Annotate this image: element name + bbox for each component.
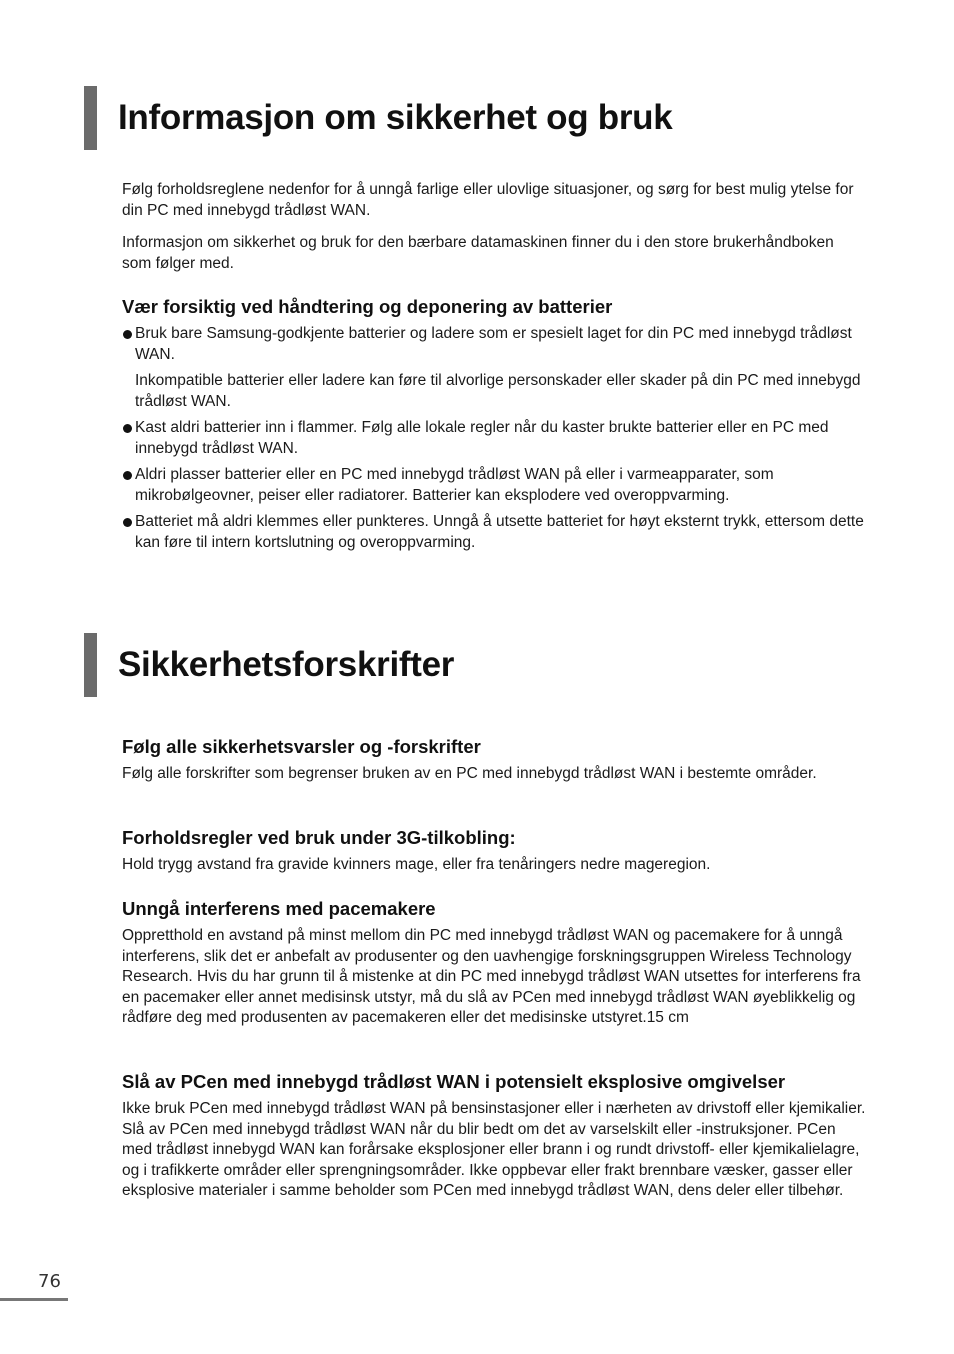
intro-paragraph-1: Følg forholdsreglene nedenfor for å unngå farlige eller ulovlige situasjoner, og sørg for best mulig ytelse for din PC med innebygd trådløst WAN. bbox=[122, 181, 854, 219]
section-1-title: Informasjon om sikkerhet og bruk bbox=[118, 98, 673, 137]
subsection-heading: Slå av PCen med innebygd trådløst WAN i potensielt eksplosive omgivelser bbox=[122, 1071, 786, 1092]
bullet-text: Kast aldri batterier inn i flammer. Følg alle lokale regler når du kaster brukte batterier eller en PC med innebygd trådløst WAN. bbox=[135, 419, 829, 457]
list-item bbox=[122, 418, 867, 459]
list-item bbox=[122, 512, 867, 553]
pacemaker-subsection bbox=[122, 897, 867, 1029]
subsection-body: Ikke bruk PCen med innebygd trådløst WAN på bensinstasjoner eller i nærheten av drivstoff eller kjemikalier. Slå av PCen med innebygd trådløst WAN når du blir bedt om det av varselskilt eller -instruksjoner. PCen med trådløst innebygd WAN kan forårsake eksplosjoner eller brann i og rundt drivstoff- eller kjemikalielagre, og i trafikkerte områder eller sprengningsområder. Ikke oppbevar eller frakt brennbare væsker, gasser eller eksplosive materialer i samme beholder som PCen med innebygd trådløst WAN, dens deler eller tilbehør. bbox=[122, 1100, 866, 1199]
section-2-accent-bar bbox=[84, 633, 97, 697]
bullet-dot-icon bbox=[123, 471, 132, 480]
battery-heading: Vær forsiktig ved håndtering og deponering av batterier bbox=[122, 296, 613, 317]
battery-block bbox=[122, 295, 867, 553]
subsection-body: Følg alle forskrifter som begrenser bruken av en PC med innebygd trådløst WAN i bestemte områder. bbox=[122, 765, 817, 782]
section-1-intro bbox=[122, 180, 867, 274]
subsection-body: Oppretthold en avstand på minst mellom din PC med innebygd trådløst WAN og pacemakere for å unngå interferens, slik det er anbefalt av produsenter og den uavhengige forskningsgruppen Wireless Technology Research. Hvis du har grunn til å mistenke at din PC med innebygd trådløst WAN utsettes for interferens fra en pacemaker eller annet medisinsk utstyr, må du slå av PCen med innebygd trådløst WAN øyeblikkelig og rådføre deg med produsenten av pacemakeren eller det medisinske utstyret.15 cm bbox=[122, 927, 861, 1026]
page-number: 76 bbox=[38, 1271, 61, 1292]
footer-rule bbox=[0, 1298, 68, 1301]
safety-regulations-subsection bbox=[122, 735, 867, 785]
bullet-text: Aldri plasser batterier eller en PC med innebygd trådløst WAN på eller i varmeapparater, som mikrobølgeovner, peiser eller radiatorer. Batterier kan eksplodere ved overoppvarming. bbox=[135, 466, 774, 504]
battery-bullet-list bbox=[122, 324, 867, 553]
bullet-text: Bruk bare Samsung-godkjente batterier og ladere som er spesielt laget for din PC med innebygd trådløst WAN. bbox=[135, 325, 852, 363]
intro-paragraph-2: Informasjon om sikkerhet og bruk for den bærbare datamaskinen finner du i den store brukerhåndboken som følger med. bbox=[122, 234, 834, 272]
bullet-dot-icon bbox=[123, 424, 132, 433]
explosive-environment-subsection bbox=[122, 1070, 867, 1202]
bullet-note: Inkompatible batterier eller ladere kan føre til alvorlige personskader eller skader på din PC med innebygd trådløst WAN. bbox=[135, 372, 861, 410]
section-1-accent-bar bbox=[84, 86, 97, 150]
subsection-heading: Unngå interferens med pacemakere bbox=[122, 898, 436, 919]
subsection-heading: Forholdsregler ved bruk under 3G-tilkobling: bbox=[122, 827, 516, 848]
subsection-body: Hold trygg avstand fra gravide kvinners mage, eller fra tenåringers nedre mageregion. bbox=[122, 856, 711, 873]
list-item bbox=[122, 324, 867, 412]
bullet-text: Batteriet må aldri klemmes eller punkteres. Unngå å utsette batteriet for høyt eksternt trykk, ettersom dette kan føre til intern kortslutning og overoppvarming. bbox=[135, 513, 864, 551]
bullet-dot-icon bbox=[123, 518, 132, 527]
3g-precautions-subsection bbox=[122, 826, 867, 876]
bullet-dot-icon bbox=[123, 330, 132, 339]
list-item bbox=[122, 465, 867, 506]
section-2-title: Sikkerhetsforskrifter bbox=[118, 645, 455, 684]
subsection-heading: Følg alle sikkerhetsvarsler og -forskrifter bbox=[122, 736, 481, 757]
